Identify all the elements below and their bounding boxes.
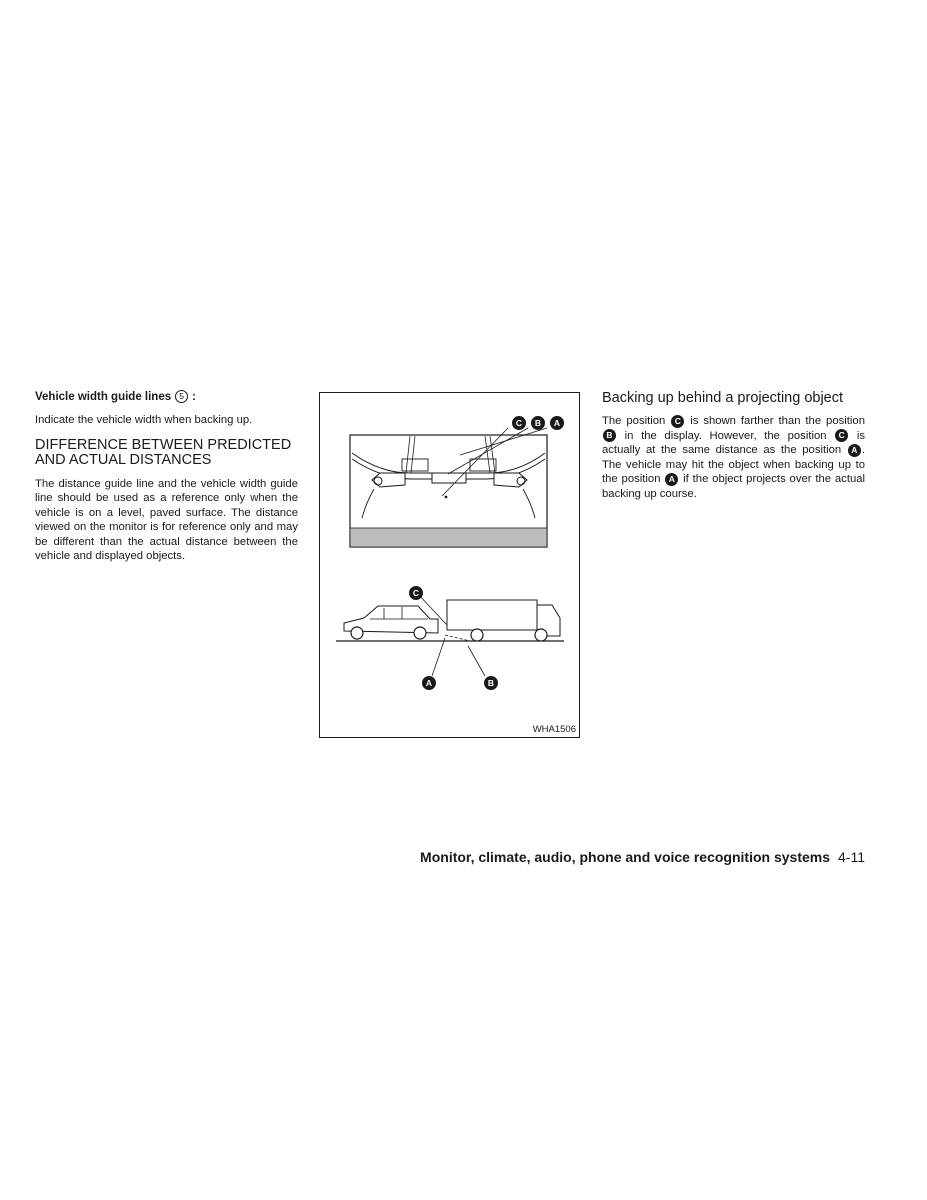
right-text-1: The position: [602, 415, 666, 427]
marker-b-top: B: [531, 416, 545, 430]
footer-section-title: Monitor, climate, audio, phone and voice recognition systems: [420, 849, 831, 865]
marker-c-inline: C: [671, 415, 684, 428]
marker-c-side: C: [409, 586, 423, 600]
subheading-colon: :: [192, 390, 196, 403]
right-paragraph: [602, 414, 865, 501]
marker-a-top: A: [550, 416, 564, 430]
marker-b-inline: B: [603, 429, 616, 442]
page-number: 4-11: [838, 849, 865, 865]
right-text-5: . The vehicle may hit the object when backing up to the position: [602, 444, 865, 485]
right-text-2: is shown farther than the position: [690, 415, 865, 427]
marker-a-inline-2: A: [665, 473, 678, 486]
right-text-6: if the object projects over the actual backing up course.: [602, 473, 866, 500]
marker-c-top: C: [512, 416, 526, 430]
right-column: [602, 390, 865, 501]
camera-diagram: [320, 393, 579, 737]
marker-a-side: A: [422, 676, 436, 690]
width-guide-text: Indicate the vehicle width when backing up.: [35, 414, 253, 426]
section-paragraph: The distance guide line and the vehicle width guide line should be used as a reference only when the vehicle is on a level, paved surface. The distance viewed on the monitor is for reference only and may be different than the actual distance between the vehicle and displayed objects.: [35, 477, 298, 562]
right-text-4: is actually at the same distance as the position: [602, 429, 865, 456]
figure-code: WHA1506: [532, 724, 576, 735]
marker-b-side: B: [484, 676, 498, 690]
marker-c-inline-2: C: [835, 429, 848, 442]
marker-a-inline: A: [848, 444, 861, 457]
right-text-3: in the display. However, the position: [624, 429, 827, 442]
left-column: [35, 390, 298, 564]
page-footer: [300, 849, 865, 865]
subheading-width-guide: [35, 390, 298, 403]
subheading-label: Vehicle width guide lines: [35, 390, 172, 403]
monitor-view: [350, 428, 547, 547]
section-heading: DIFFERENCE BETWEEN PREDICTED AND ACTUAL DISTANCES: [35, 436, 292, 468]
right-heading: Backing up behind a projecting object: [602, 390, 844, 406]
side-view: [336, 593, 564, 676]
circled-number-5: 5: [175, 390, 188, 403]
illustration-figure: [319, 392, 580, 738]
